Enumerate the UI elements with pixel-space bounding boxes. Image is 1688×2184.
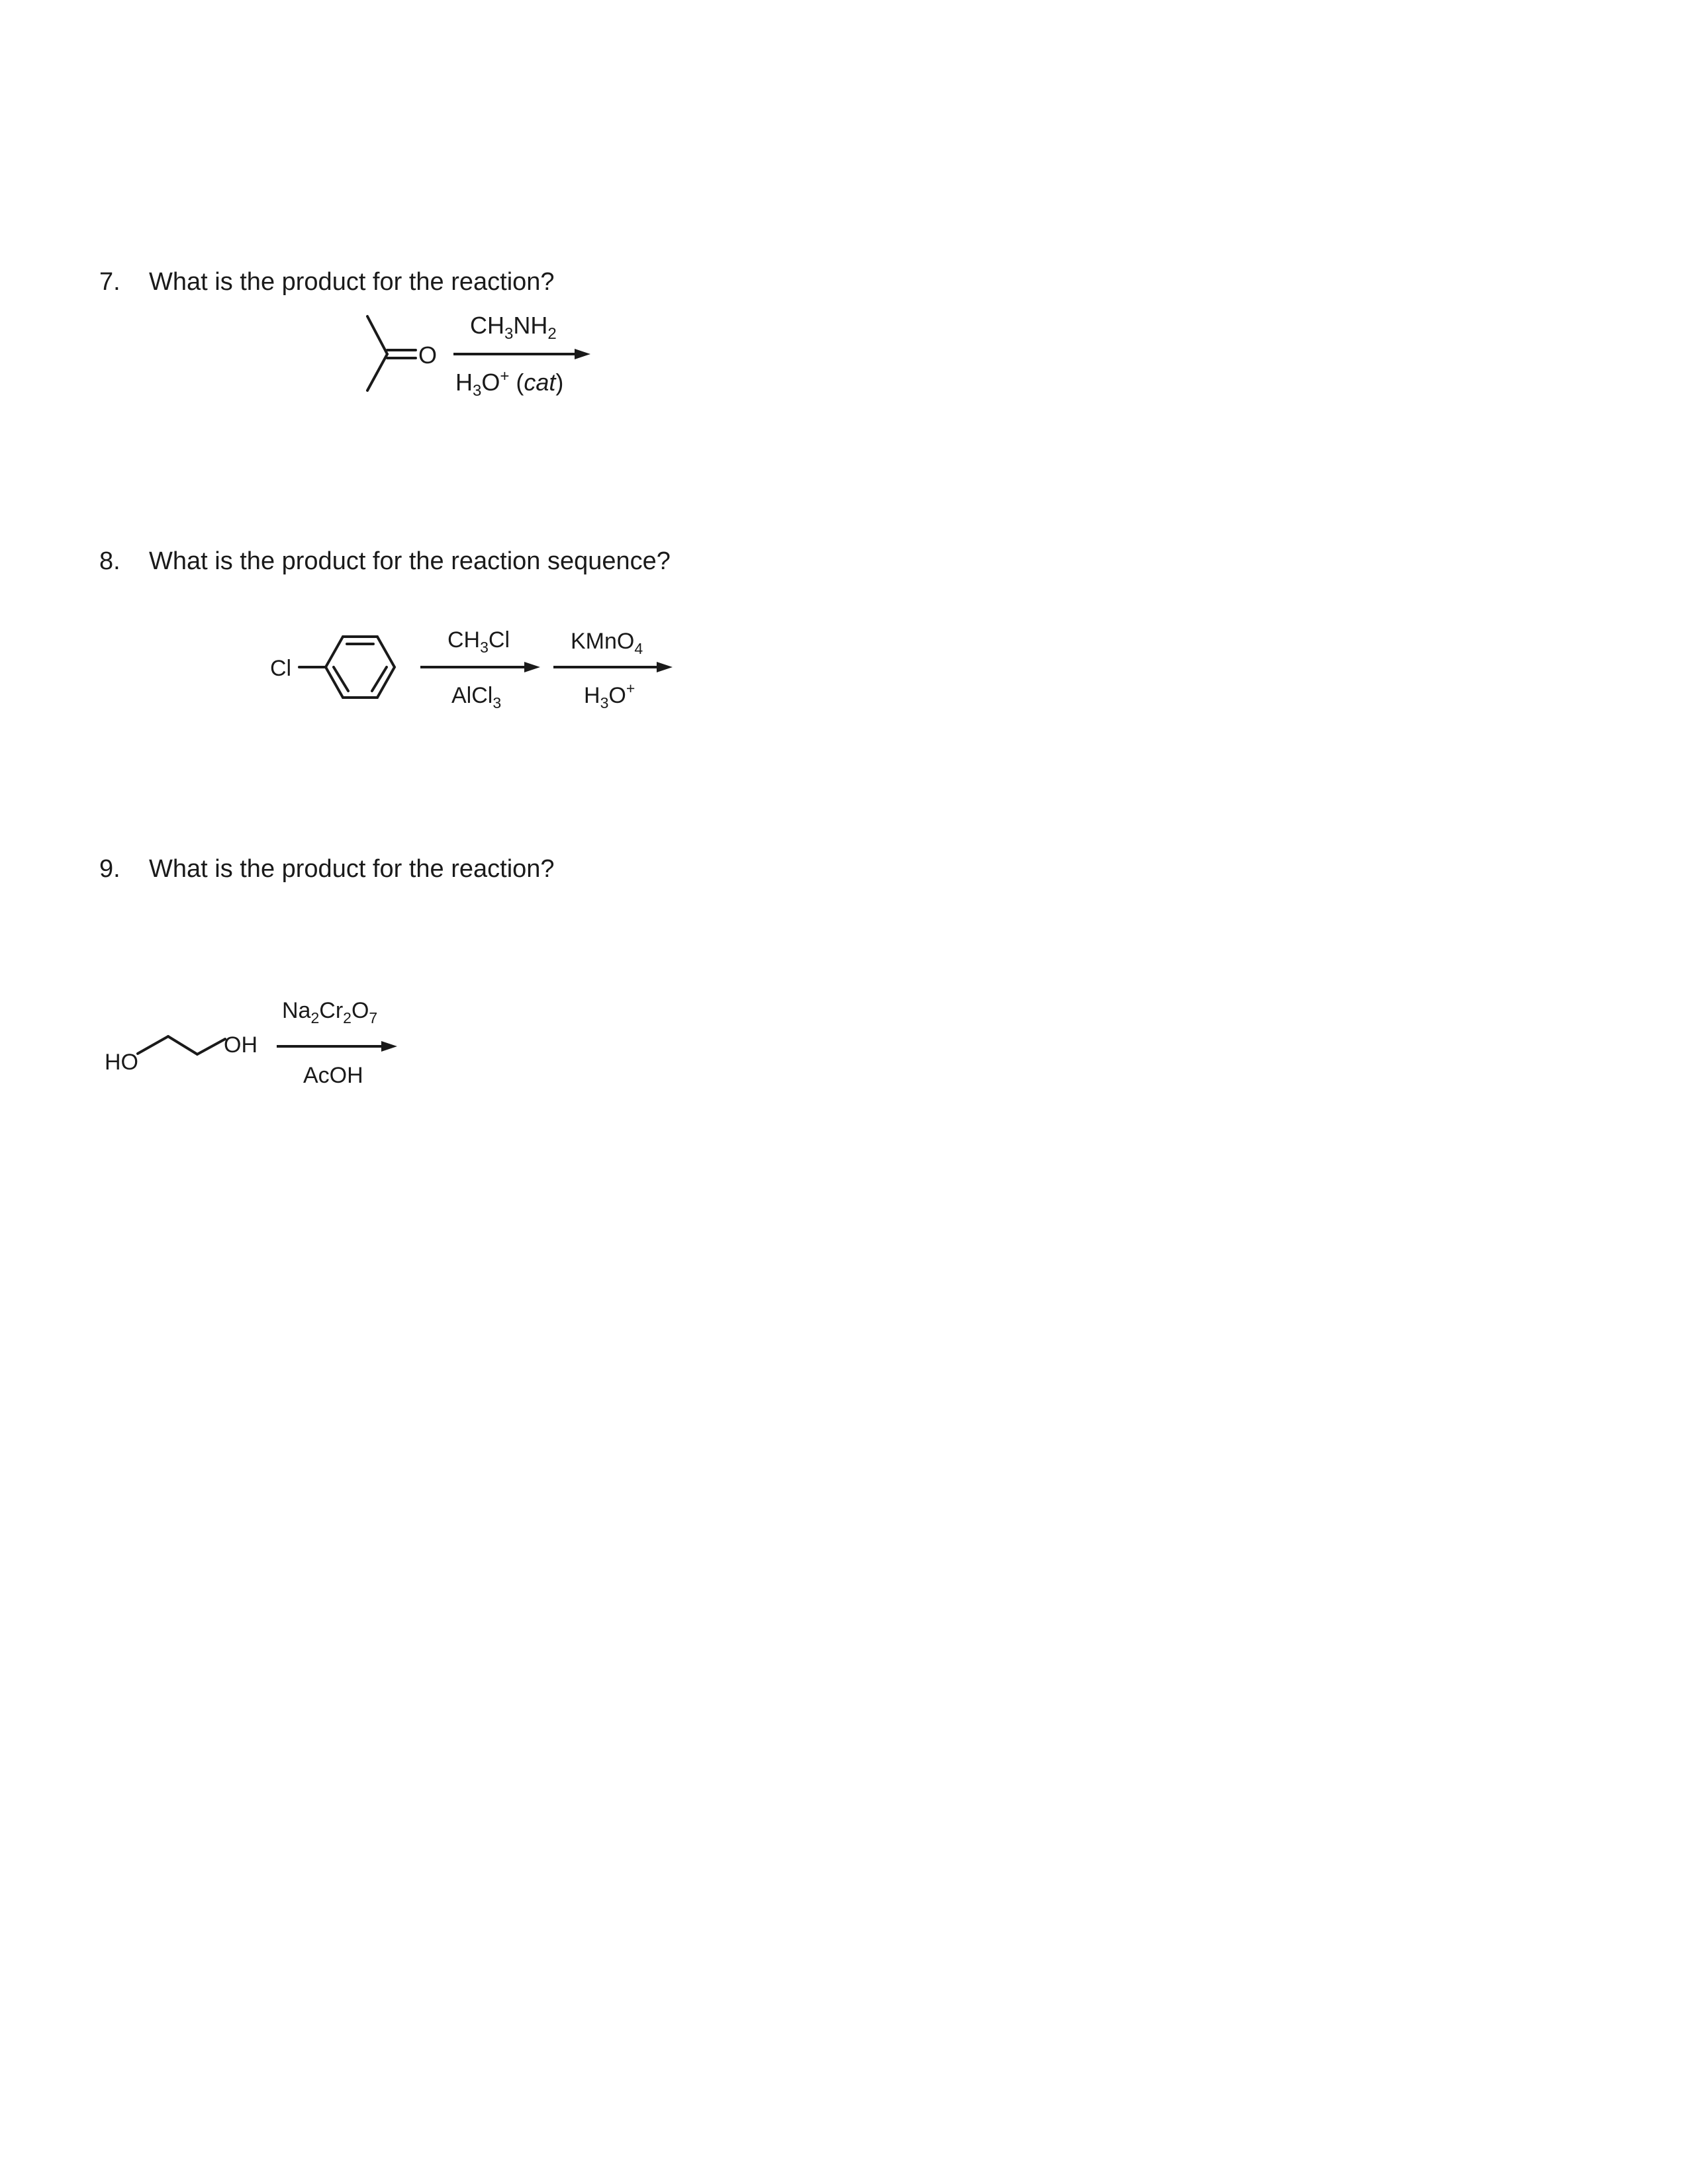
reagent-1-below: AlCl$_3$ bbox=[451, 683, 502, 711]
solvent-below-arrow: AcOH bbox=[303, 1063, 363, 1088]
ethylene-glycol-structure bbox=[105, 1032, 258, 1075]
question-9-scheme bbox=[93, 986, 437, 1105]
arrow-2-head bbox=[657, 662, 673, 672]
chlorobenzene-structure bbox=[270, 637, 395, 698]
reagent-2-below: $H_3O^+$ bbox=[584, 680, 635, 711]
question-7-number: 7. bbox=[99, 268, 120, 296]
arrow-head bbox=[381, 1041, 397, 1052]
benzene-ring bbox=[326, 637, 395, 698]
bond-ho-c1 bbox=[138, 1036, 168, 1054]
reaction-arrow bbox=[277, 1041, 397, 1052]
reaction-arrow-2 bbox=[553, 662, 673, 672]
bond-methyl-top bbox=[367, 316, 387, 354]
question-8-scheme bbox=[265, 609, 688, 728]
hydroxyl-right-label: OH bbox=[224, 1032, 258, 1058]
reaction-arrow bbox=[453, 349, 590, 359]
oxidant-above-arrow: $Na_2Cr_2O_7$ bbox=[282, 998, 378, 1026]
bond-c1-c2 bbox=[168, 1036, 197, 1054]
reagent-above-arrow: $CH_3NH_2$ bbox=[470, 312, 557, 343]
reagent-1-above: $CH_3Cl$ bbox=[447, 627, 510, 656]
question-9-text: What is the product for the reaction? bbox=[149, 855, 555, 883]
acetone-structure bbox=[367, 316, 437, 390]
hydroxyl-left-label: HO bbox=[105, 1050, 138, 1075]
arrow-1-head bbox=[524, 662, 540, 672]
question-7-text: What is the product for the reaction? bbox=[149, 268, 555, 296]
reagent-2-above: KMnO$_4$ bbox=[571, 629, 643, 657]
arrow-head bbox=[575, 349, 590, 359]
oxygen-label: O bbox=[418, 341, 438, 369]
reagent-below-arrow: $H_3O^+$ (cat) bbox=[455, 367, 564, 400]
bond-c2-oh bbox=[197, 1039, 225, 1054]
chlorine-label: Cl bbox=[270, 656, 292, 681]
question-7-scheme bbox=[344, 298, 622, 410]
bond-methyl-bottom bbox=[367, 354, 387, 390]
question-9-number: 9. bbox=[99, 855, 120, 883]
reaction-arrow-1 bbox=[420, 662, 540, 672]
question-8-number: 8. bbox=[99, 547, 120, 575]
question-8-text: What is the product for the reaction sequence? bbox=[149, 547, 671, 575]
